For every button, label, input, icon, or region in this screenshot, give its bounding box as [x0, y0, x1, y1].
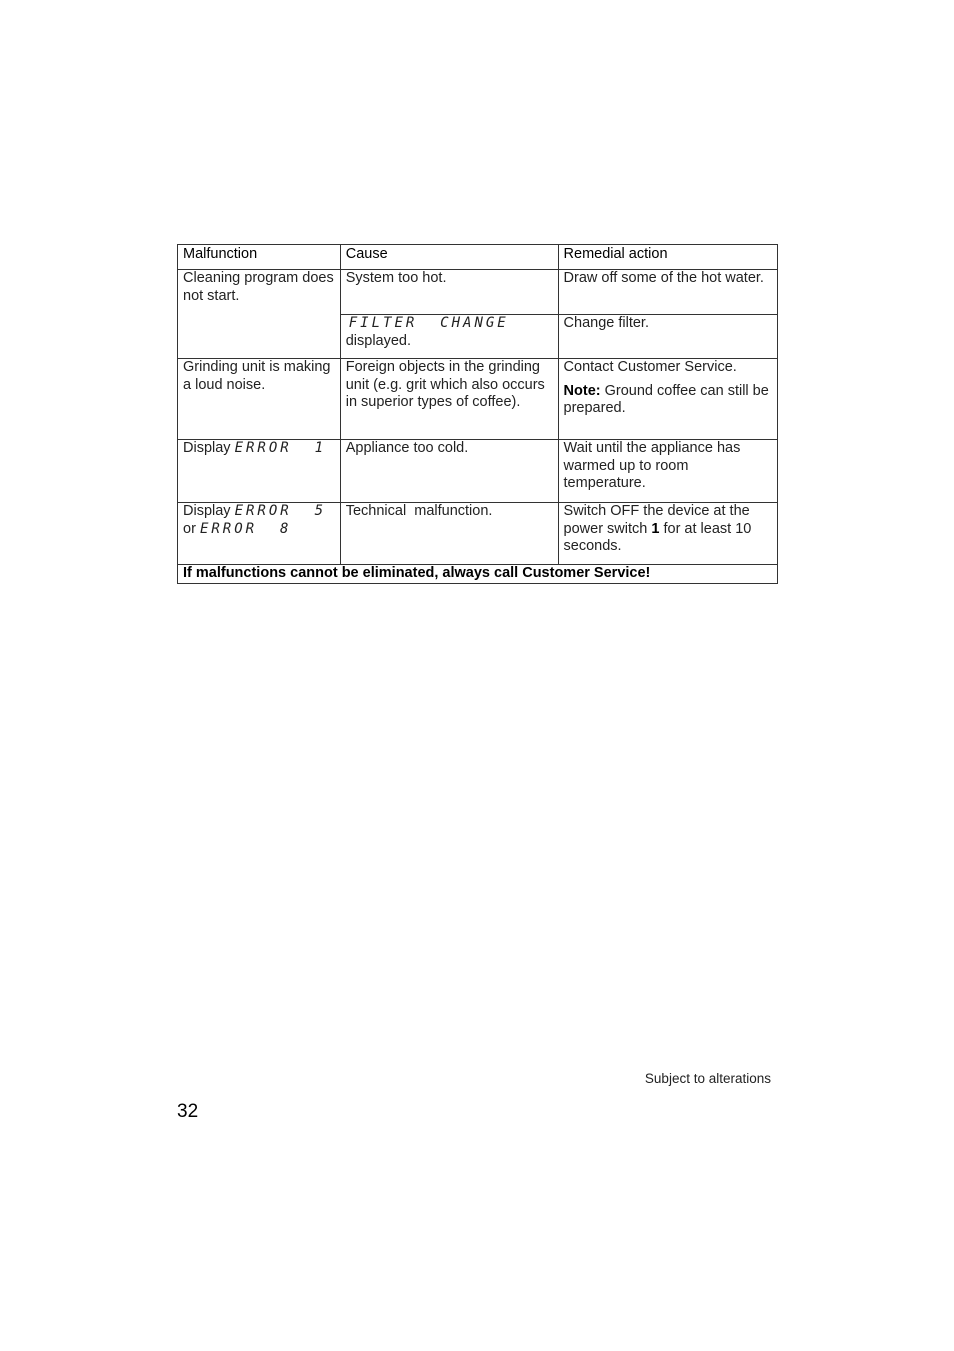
footer-note: If malfunctions cannot be eliminated, always call Customer Service! — [178, 565, 778, 584]
action-cell: Change filter. — [558, 315, 777, 359]
subject-to-alterations-note: Subject to alterations — [644, 1071, 771, 1086]
table-header-row — [178, 245, 778, 270]
lcd-display-text: FILTER CHANGE — [348, 315, 509, 331]
malfunction-cell: Cleaning program does not start. — [178, 270, 341, 359]
action-text-pre: Switch OFF the device at the power switch — [563, 503, 750, 537]
or-text: or — [183, 520, 196, 537]
action-cell — [558, 503, 777, 565]
note — [564, 383, 772, 418]
cause-cell: Technical malfunction. — [340, 503, 558, 565]
table-row — [178, 270, 778, 315]
display-prefix: Display — [183, 440, 231, 456]
header-cause: Cause — [340, 245, 558, 270]
table-row — [178, 440, 778, 503]
action-text: Contact Customer Service. — [563, 359, 737, 375]
power-switch-number: 1 — [651, 520, 660, 537]
table-row — [178, 503, 778, 565]
action-cell — [558, 359, 777, 440]
lcd-display-text: ERROR 1 — [234, 440, 327, 456]
malfunction-cell — [178, 440, 341, 503]
table-row — [178, 359, 778, 440]
note-label: Note: — [563, 382, 601, 399]
header-remedial-action: Remedial action — [558, 245, 777, 270]
header-malfunction: Malfunction — [178, 245, 341, 270]
malfunction-cell — [178, 503, 341, 565]
display-prefix: Display — [183, 503, 231, 519]
troubleshooting-table — [177, 244, 778, 584]
lcd-display-text: ERROR 5 — [234, 503, 327, 519]
page-number: 32 — [177, 1101, 199, 1122]
action-text-post: for at least 10 seconds. — [563, 520, 752, 554]
cause-text: displayed. — [345, 332, 412, 349]
malfunction-cell: Grinding unit is making a loud noise. — [178, 359, 341, 440]
cause-cell: Foreign objects in the grinding unit (e.g. grit which also occurs in superior types of coffee). — [340, 359, 558, 440]
lcd-display-text: ERROR 8 — [199, 520, 292, 537]
action-cell: Wait until the appliance has warmed up to room temperature. — [558, 440, 777, 503]
note-text: Ground coffee can still be prepared. — [563, 382, 769, 416]
action-cell: Draw off some of the hot water. — [558, 270, 777, 315]
cause-cell — [340, 315, 558, 359]
table-footer-row — [178, 565, 778, 584]
cause-cell: System too hot. — [340, 270, 558, 315]
cause-cell: Appliance too cold. — [340, 440, 558, 503]
